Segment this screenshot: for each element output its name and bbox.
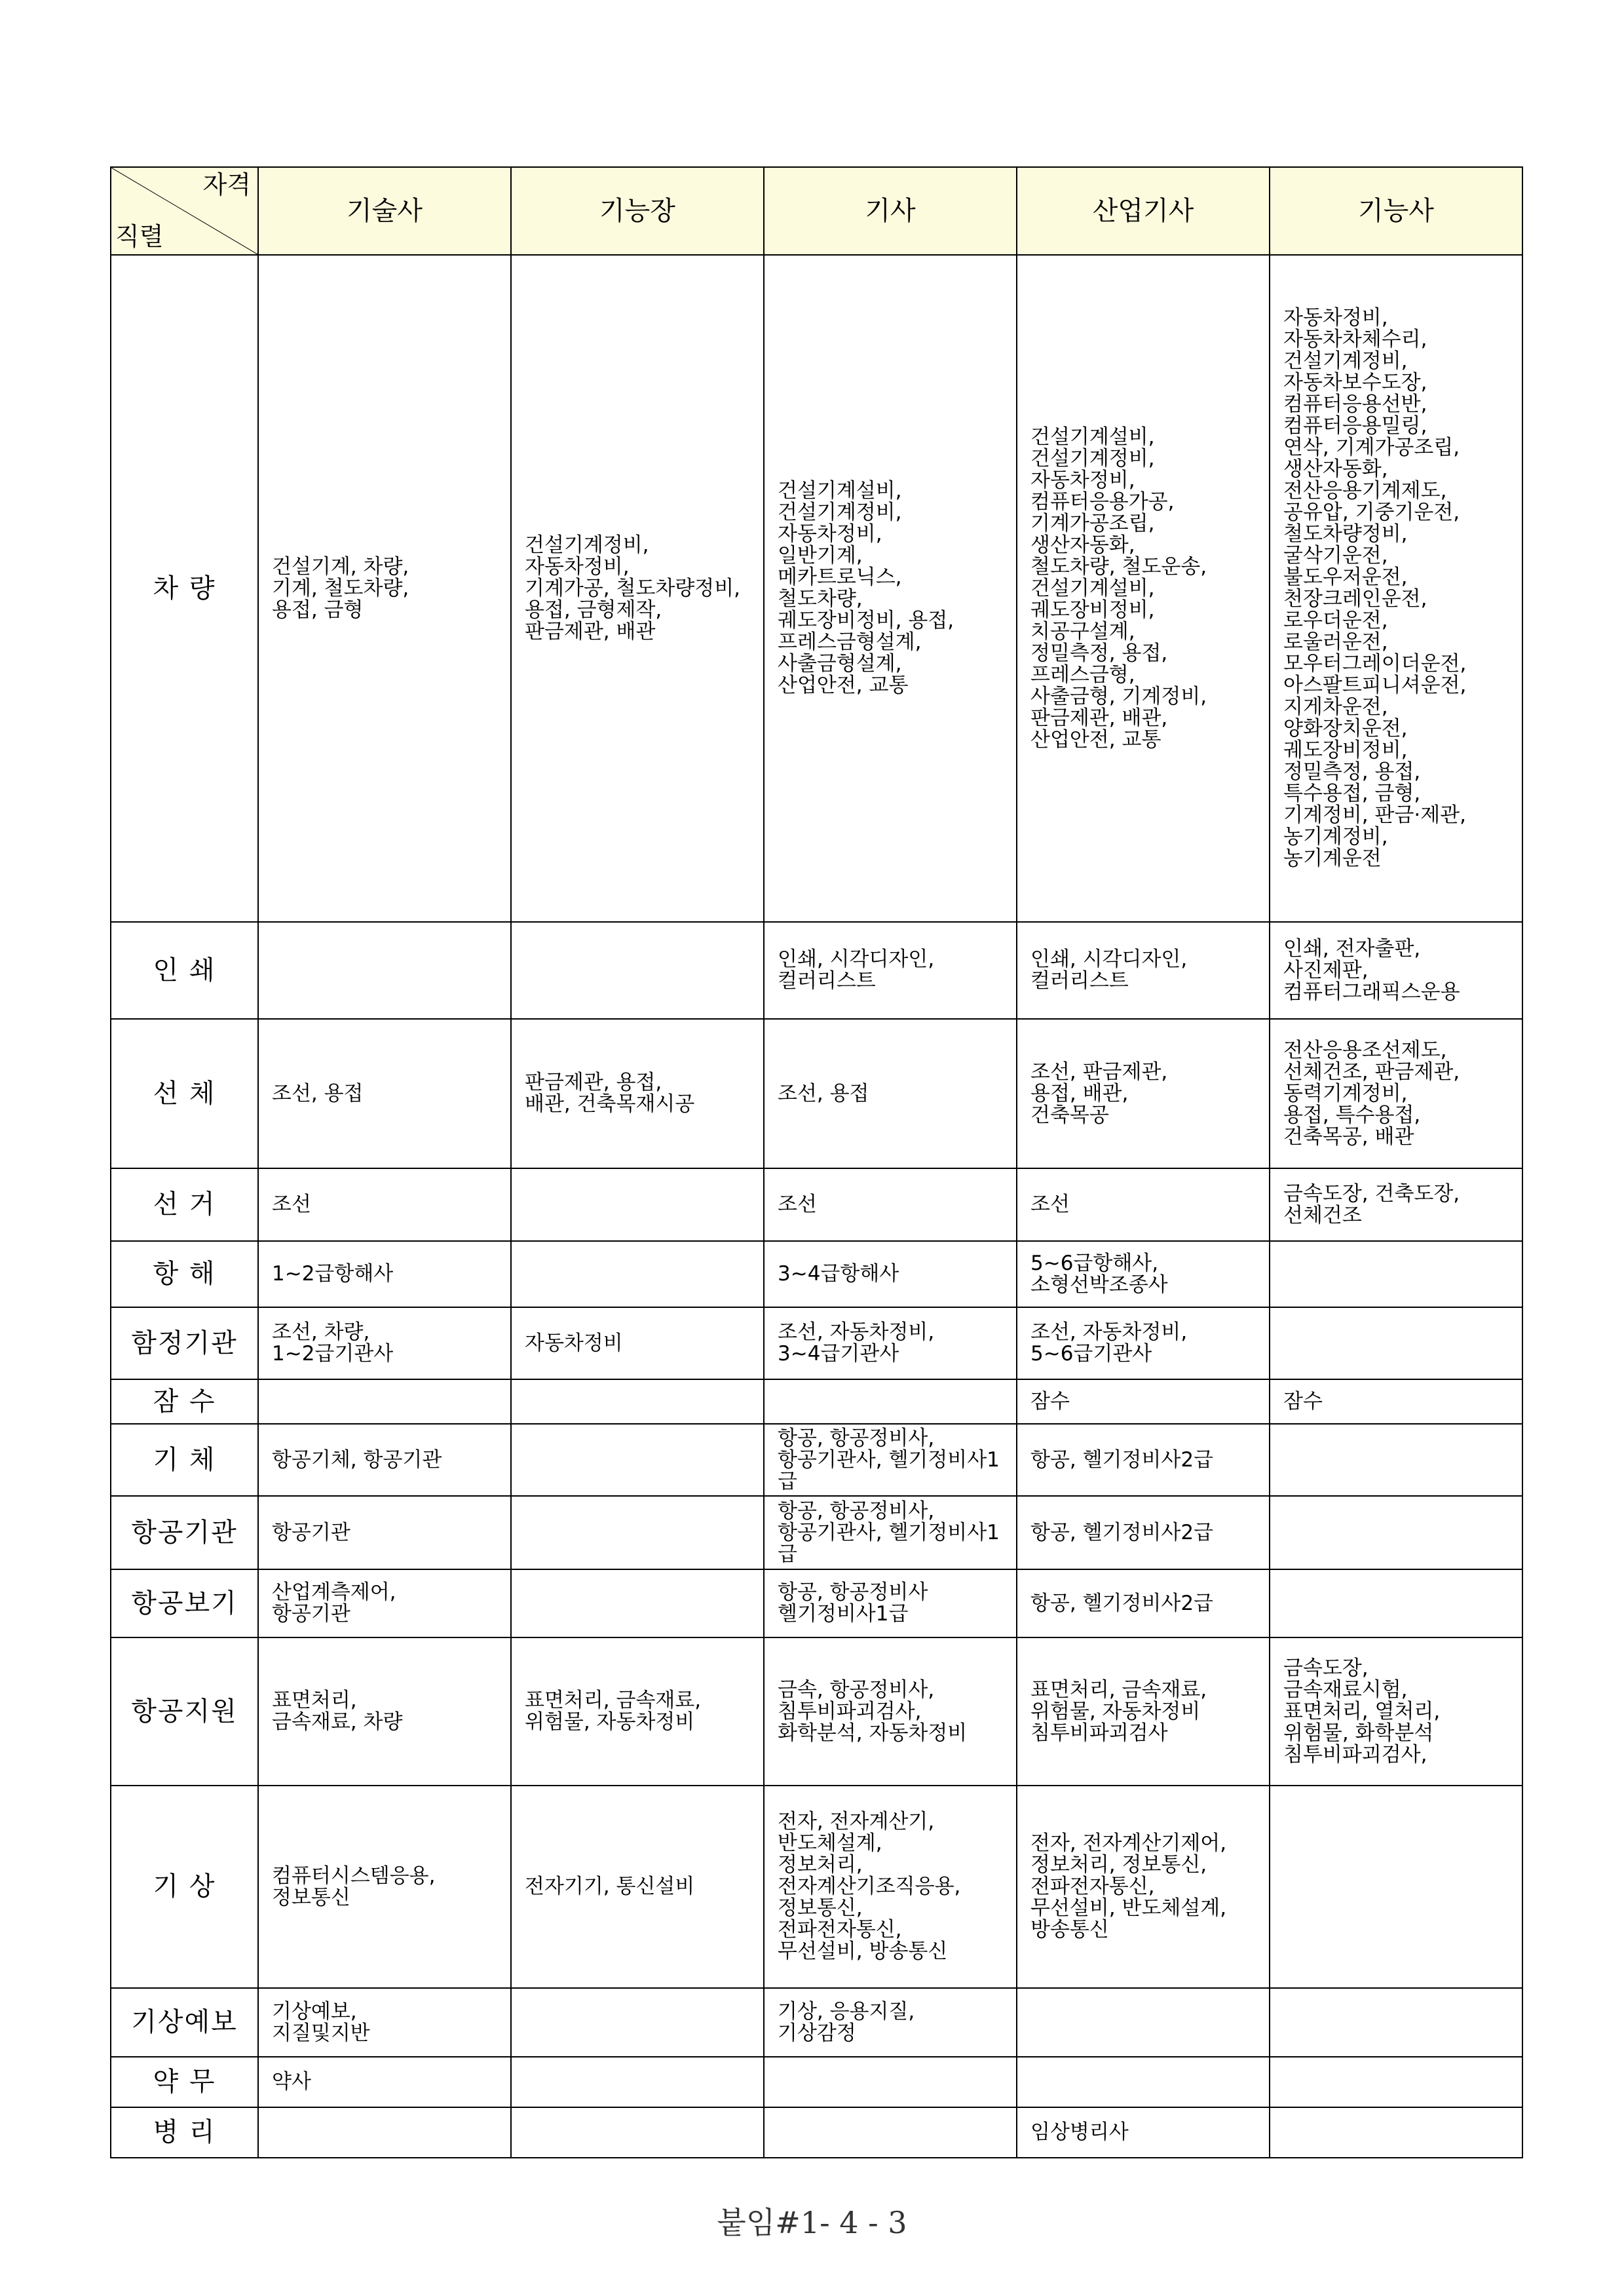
table-cell: 건설기계정비, 자동차정비, 기계가공, 철도차량정비, 용접, 금형제작, 판금제관, 배관 [511,255,764,922]
table-cell: 임상병리사 [1017,2107,1270,2158]
row-label: 함정기관 [111,1307,258,1379]
table-cell: 3~4급항해사 [764,1241,1017,1307]
row-label: 선 거 [111,1168,258,1241]
table-cell [511,1988,764,2057]
table-cell: 금속도장, 금속재료시험, 표면처리, 열처리, 위험물, 화학분석 침투비파괴검사, [1270,1637,1522,1786]
table-cell: 항공, 헬기정비사2급 [1017,1424,1270,1496]
table-cell: 산업계측제어, 항공기관 [258,1569,511,1637]
row-label: 인 쇄 [111,922,258,1019]
table-row [111,1988,1522,2057]
table-cell: 표면처리, 금속재료, 위험물, 자동차정비 침투비파괴검사 [1017,1637,1270,1786]
table-cell [511,2057,764,2107]
table-cell: 항공기체, 항공기관 [258,1424,511,1496]
row-label: 선 체 [111,1019,258,1168]
table-cell [258,1379,511,1424]
table-cell [511,1424,764,1496]
table-row [111,922,1522,1019]
table-cell: 금속도장, 건축도장, 선체건조 [1270,1168,1522,1241]
table-cell: 인쇄, 시각디자인, 컬러리스트 [764,922,1017,1019]
row-label: 기 상 [111,1786,258,1988]
table-row [111,1637,1522,1786]
table-cell [511,1241,764,1307]
column-header: 산업기사 [1017,167,1270,255]
table-cell: 조선, 용접 [764,1019,1017,1168]
table-cell: 기상예보, 지질및지반 [258,1988,511,2057]
table-cell: 기상, 응용지질, 기상감정 [764,1988,1017,2057]
table-cell [511,1379,764,1424]
table-cell [258,2107,511,2158]
row-label: 항공보기 [111,1569,258,1637]
table-cell: 전산응용조선제도, 선체건조, 판금제관, 동력기계정비, 용접, 특수용접, 건축목공, 배관 [1270,1019,1522,1168]
table-row [111,1569,1522,1637]
table-cell: 약사 [258,2057,511,2107]
row-label: 기상예보 [111,1988,258,2057]
table-cell: 조선 [764,1168,1017,1241]
table-cell [511,2107,764,2158]
table-cell: 조선, 자동차정비, 5~6급기관사 [1017,1307,1270,1379]
page-number: 붙임#1- 4 - 3 [717,2205,907,2240]
table-cell: 자동차정비, 자동차차체수리, 건설기계정비, 자동차보수도장, 컴퓨터응용선반, 컴퓨터응용밀링, 연삭, 기계가공조립, 생산자동화, 전산응용기계제도, 공유압, 기중기운전, 철도차량정비, 굴삭기운전, 불도우저운전, 천장크레인운전, 로우더운전, 로울러운전, 모우터그레이더운전, 아스팔트피니셔운전, 지게차운전, 양화장치운전, 궤도장비정비, 정밀측정, 용접, 특수용접, 금형, 기계정비, 판금·제관, 농기계정비, 농기계운전 [1270,255,1522,922]
table-row [111,1019,1522,1168]
table-cell: 조선, 차량, 1~2급기관사 [258,1307,511,1379]
header-row [111,167,1522,255]
table-cell: 항공, 헬기정비사2급 [1017,1496,1270,1569]
table-cell: 표면처리, 금속재료, 위험물, 자동차정비 [511,1637,764,1786]
table-row [111,2107,1522,2158]
table-row [111,1424,1522,1496]
row-label: 기 체 [111,1424,258,1496]
table-cell [764,2107,1017,2158]
column-header: 기능장 [511,167,764,255]
table-cell [1270,1241,1522,1307]
table-row [111,1307,1522,1379]
table-cell: 항공기관 [258,1496,511,1569]
table-cell: 표면처리, 금속재료, 차량 [258,1637,511,1786]
row-label: 잠 수 [111,1379,258,1424]
table-cell: 조선, 자동차정비, 3~4급기관사 [764,1307,1017,1379]
table-cell [1270,1786,1522,1988]
table-cell: 항공, 헬기정비사2급 [1017,1569,1270,1637]
column-header: 기능사 [1270,167,1522,255]
table-cell: 항공, 항공정비사, 항공기관사, 헬기정비사1급 [764,1496,1017,1569]
table-cell: 항공, 항공정비사, 항공기관사, 헬기정비사1급 [764,1424,1017,1496]
table-cell [764,1379,1017,1424]
row-label: 차 량 [111,255,258,922]
row-label: 병 리 [111,2107,258,2158]
table-cell: 잠수 [1270,1379,1522,1424]
table-cell: 인쇄, 전자출판, 사진제판, 컴퓨터그래픽스운용 [1270,922,1522,1019]
table-row [111,1241,1522,1307]
table-cell: 전자기기, 통신설비 [511,1786,764,1988]
table-cell: 판금제관, 용접, 배관, 건축목재시공 [511,1019,764,1168]
table-cell: 조선 [1017,1168,1270,1241]
table-cell [1270,1307,1522,1379]
table-cell: 조선, 판금제관, 용접, 배관, 건축목공 [1017,1019,1270,1168]
table-cell: 건설기계, 차량, 기계, 철도차량, 용접, 금형 [258,255,511,922]
column-header: 기사 [764,167,1017,255]
row-label: 약 무 [111,2057,258,2107]
table-cell: 조선, 용접 [258,1019,511,1168]
table-row [111,1168,1522,1241]
table-cell: 전자, 전자계산기, 반도체설계, 정보처리, 전자계산기조직응용, 정보통신, 전파전자통신, 무선설비, 방송통신 [764,1786,1017,1988]
table-cell: 항공, 항공정비사 헬기정비사1급 [764,1569,1017,1637]
table-cell [764,2057,1017,2107]
table-cell: 인쇄, 시각디자인, 컬러리스트 [1017,922,1270,1019]
table-cell: 건설기계설비, 건설기계정비, 자동차정비, 컴퓨터응용가공, 기계가공조립, 생산자동화, 철도차량, 철도운송, 건설기계설비, 궤도장비정비, 치공구설계, 정밀측정, 용접, 프레스금형, 사출금형, 기계정비, 판금제관, 배관, 산업안전, 교통 [1017,255,1270,922]
table-cell: 컴퓨터시스템응용, 정보통신 [258,1786,511,1988]
corner-label-series: 직렬 [115,222,164,251]
table-row [111,255,1522,922]
table-cell [511,922,764,1019]
corner-cell [111,167,258,255]
table-cell: 전자, 전자계산기제어, 정보처리, 정보통신, 전파전자통신, 무선설비, 반도체설계, 방송통신 [1017,1786,1270,1988]
table-cell [1270,1496,1522,1569]
table-cell [511,1496,764,1569]
table-cell [1017,1988,1270,2057]
table-cell [1017,2057,1270,2107]
table-row [111,2057,1522,2107]
row-label: 항공기관 [111,1496,258,1569]
table-row [111,1786,1522,1988]
table-cell [258,922,511,1019]
table-row [111,1379,1522,1424]
column-header: 기술사 [258,167,511,255]
table-body [111,255,1522,2158]
corner-label-qualification: 자격 [202,170,251,199]
table-cell: 건설기계설비, 건설기계정비, 자동차정비, 일반기계, 메카트로닉스, 철도차량, 궤도장비정비, 용접, 프레스금형설계, 사출금형설계, 산업안전, 교통 [764,255,1017,922]
table-cell: 금속, 항공정비사, 침투비파괴검사, 화학분석, 자동차정비 [764,1637,1017,1786]
table-cell: 5~6급항해사, 소형선박조종사 [1017,1241,1270,1307]
table-cell: 1~2급항해사 [258,1241,511,1307]
table-cell [1270,1988,1522,2057]
row-label: 항 해 [111,1241,258,1307]
table-cell [1270,1424,1522,1496]
table-cell [1270,2057,1522,2107]
table-cell: 자동차정비 [511,1307,764,1379]
table-cell [511,1569,764,1637]
row-label: 항공지원 [111,1637,258,1786]
table-row [111,1496,1522,1569]
table-cell: 조선 [258,1168,511,1241]
table-cell [511,1168,764,1241]
qualification-table [110,166,1523,2158]
table-cell [1270,2107,1522,2158]
table-cell: 잠수 [1017,1379,1270,1424]
table-cell [1270,1569,1522,1637]
